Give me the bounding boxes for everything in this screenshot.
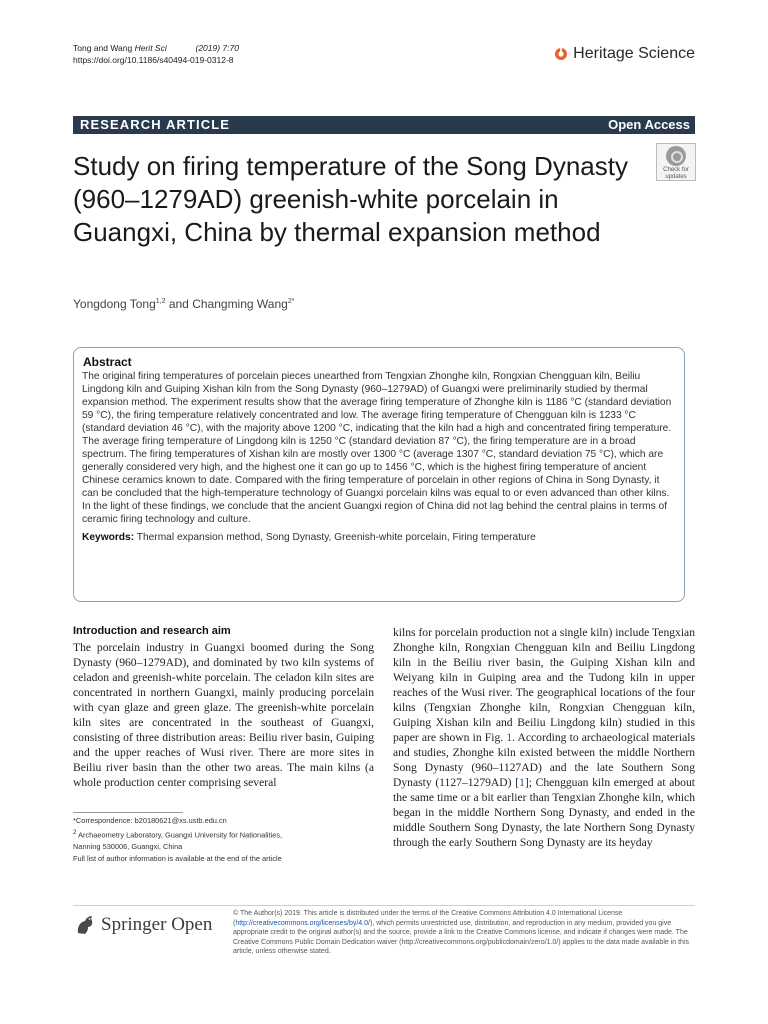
affiliation-line-1: Archaeometry Laboratory, Guangxi University for Nationalities, xyxy=(76,830,283,840)
author-1-affil: 1,2 xyxy=(155,298,166,305)
citation-journal: Herit Sci xyxy=(134,43,167,53)
affiliation-note xyxy=(73,827,282,841)
article-title: Study on firing temperature of the Song Dynasty (960–1279AD) greenish-white porcelain in Guangxi, China by thermal expansion method xyxy=(73,151,628,247)
author-info-note: Full list of author information is available at the end of the article xyxy=(73,854,282,864)
update-circle-icon xyxy=(666,146,686,166)
correspondence-note[interactable]: *Correspondence: b20180621@xs.ustb.edu.cn xyxy=(73,816,227,825)
body-right-text-3: ]; Chengguan kiln emerged at about the same time or a bit earlier than Tengxian Zhonghe kiln, which began in the middle Northern Song Dynasty, and ended in the middle Southern Song Dynasty, the late Northern Song Dynasty through the early Southern Song Dynasty are its heyday xyxy=(393,776,695,849)
abstract-text: The original firing temperatures of porcelain pieces unearthed from Tengxian Zhonghe kiln, Rongxian Chengguan kiln, Beiliu Lingdong kiln and Guiping Xishan kiln from the Song Dynasty (960–1279AD) of Guangxi were preliminarily studied by thermal expansion method. The experiment results show that the average firing temperature of Zhonghe kiln is 1186 °C (standard deviation 59 °C), the firing temperature relatively concentrated and low. The average firing temperature of Chengguan kiln is 1233 °C (standard deviation 46 °C), with the majority above 1200 °C, indicating that the kiln had a high and concentrated firing temperature. The average firing temperature of Lingdong kiln is 1250 °C (standard deviation 87 °C), the firing temperature are in a broad spectrum. The firing temperatures of Xishan kiln are mostly over 1300 °C (average 1307 °C, standard deviation 75 °C), which are generally considered very high, and the highest one it can go up to 1456 °C, which is the highest firing temperature of ancient Chinese ceramics known to date. Compared with the firing temperature of porcelain in other regions of China in Song Dynasty, it can be concluded that the high-temperature technology of Guangxi porcelain kilns was equal to or even advanced than other kilns. In the light of these findings, we conclude that the ancient Guangxi region of China did not lag behind the central plains in terms of ceramic firing technology and culture. xyxy=(82,371,672,525)
body-left-column: The porcelain industry in Guangxi boomed during the Song Dynasty (960–1279AD), and dominated by two kiln systems of celadon and greenish-white porcelain. The celadon kiln sites are concentrated in northern Guangxi, mainly producing porcelain with cyan glaze and green glaze. The greenish-white porcelain kiln sites are concentrated in the southeast of Guangxi, consisting of three distribution areas: Beiliu river basin, Guiping and the upper reaches of Wusi river. There are more sites in Beiliu river basin than the other two areas. The main kilns (a whole production center comprising several xyxy=(73,641,374,789)
license-text xyxy=(233,909,695,957)
keywords-line xyxy=(82,531,674,544)
doi-link[interactable]: https://doi.org/10.1186/s40494-019-0312-8 xyxy=(73,55,234,65)
author-2[interactable]: Changming Wang xyxy=(192,297,288,311)
figure-reference-link[interactable]: 1 xyxy=(506,731,513,744)
open-access-label: Open Access xyxy=(608,117,690,132)
citation-line xyxy=(73,42,239,54)
check-for-updates-line1: Check for xyxy=(663,167,689,173)
citation-year: (2019) 7:70 xyxy=(195,43,239,53)
keywords-list: Thermal expansion method, Song Dynasty, Greenish-white porcelain, Firing temperature xyxy=(136,532,536,543)
publisher-name-bold: Springer xyxy=(101,914,167,935)
affiliation-sup: 2 xyxy=(73,829,77,836)
body-right-text-1: kilns for porcelain production not a single kiln) include Tengxian Zhonghe kiln, Rongxian Chengguan kiln and Beiliu Lingdong kiln in the Beiliu river basin, the Guiping Xishan kiln and Weiyang kiln in Guiping area and the Tudong kiln in upper reaches of the Wusi river. The geographical locations of the four kilns (Tengxian Zhonghe kiln, Rongxian Chengguan kiln, Guiping Xishan kiln and Beiliu Lingdong kiln) studied in this paper are shown in Fig. xyxy=(393,626,695,744)
license-text-1: © The Author(s) 2019. This article is distributed under the terms of the Creative Commons Attribution 4.0 International License ( xyxy=(233,910,623,927)
author-1[interactable]: Yongdong Tong xyxy=(73,297,156,311)
keywords-label: Keywords: xyxy=(82,532,135,543)
author-joiner: and xyxy=(165,297,193,311)
check-for-updates-badge[interactable] xyxy=(656,143,696,181)
affiliation-line-2: Nanning 530006, Guangxi, China xyxy=(73,842,183,852)
publisher-name-light: Open xyxy=(166,914,213,935)
citation-reference-link[interactable]: 1 xyxy=(519,776,525,789)
article-type-label: RESEARCH ARTICLE xyxy=(80,117,231,132)
author-2-affil: 2* xyxy=(287,298,295,305)
abstract-box xyxy=(73,347,685,602)
section-heading: Introduction and research aim xyxy=(73,625,231,637)
license-link[interactable]: http://creativecommons.org/licenses/by/4.0/ xyxy=(235,919,370,927)
footnotes xyxy=(73,815,282,865)
license-text-2: ), which permits unrestricted use, distribution, and reproduction in any medium, provided you give appropriate credit to the original author(s) and the source, provide a link to the Creative Commons license, and indicate if changes were made. The Creative Commons Public Domain Dedication waiver (http://creativecommons.org/publicdomain/zero/1.0/) applies to the data made available in this article, unless otherwise stated. xyxy=(233,919,689,956)
journal-brand[interactable] xyxy=(554,45,695,63)
heritage-logo-icon xyxy=(554,47,568,61)
body-right-text-2: . According to archaeological materials and studies, Zhonghe kiln existed between the middle Northern Song Dynasty (960–1127AD) and the late Southern Song Dynasty (1127–1279AD) [ xyxy=(393,731,695,789)
citation-authors: Tong and Wang xyxy=(73,43,133,53)
springer-horse-icon xyxy=(73,913,97,937)
check-for-updates-line2: updates xyxy=(665,174,687,180)
journal-brand-name: Heritage Science xyxy=(573,45,695,62)
footnote-divider xyxy=(73,812,183,813)
abstract-heading: Abstract xyxy=(83,355,132,369)
springer-open-logo[interactable] xyxy=(73,913,212,937)
body-right-column xyxy=(393,625,695,850)
author-list xyxy=(73,297,294,311)
footer-divider xyxy=(73,905,695,906)
publisher-name xyxy=(101,914,212,936)
